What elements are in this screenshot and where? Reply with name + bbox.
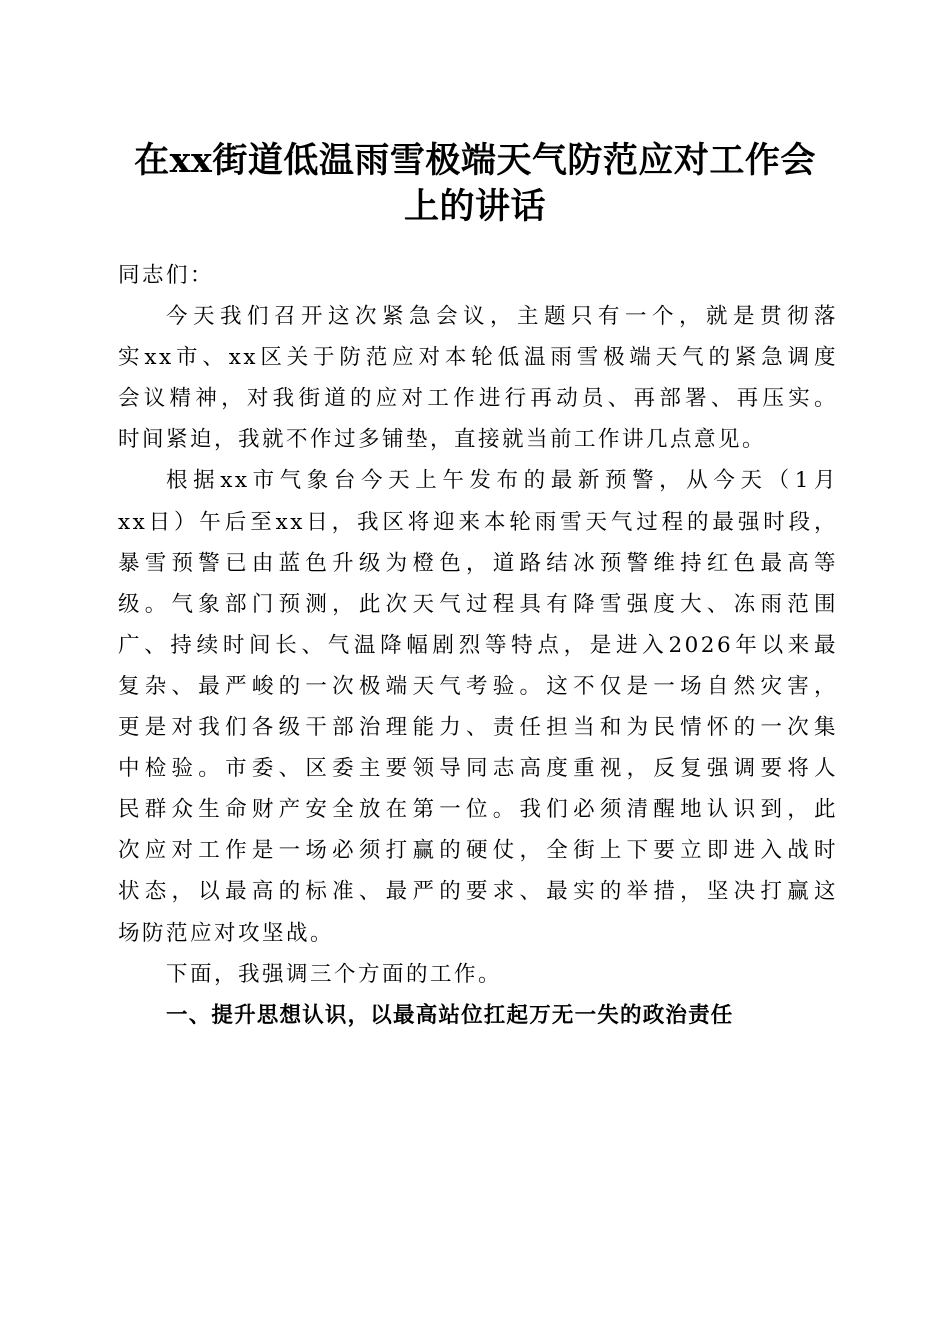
paragraph-line: 级。气象部门预测，此次天气过程具有降雪强度大、冻雨范围 bbox=[118, 591, 838, 617]
paragraph-1 bbox=[118, 296, 838, 460]
title-line-1: 在xx街道低温雨雪极端天气防范应对工作会 bbox=[134, 140, 816, 181]
paragraph-line: 复杂、最严峻的一次极端天气考验。这不仅是一场自然灾害， bbox=[118, 673, 838, 699]
paragraph-line: xx日）午后至xx日，我区将迎来本轮雨雪天气过程的最强时段， bbox=[118, 509, 838, 535]
title-line-2: 上的讲话 bbox=[403, 186, 546, 227]
paragraph-line: 场防范应对攻坚战。 bbox=[118, 920, 335, 946]
paragraph-line: 下面，我强调三个方面的工作。 bbox=[166, 961, 503, 987]
document-title bbox=[100, 138, 850, 230]
section-heading-1: 一、提升思想认识，以最高站位扛起万无一失的政治责任 bbox=[166, 1002, 734, 1028]
paragraph-line: 根据xx市气象台今天上午发布的最新预警，从今天（1月 bbox=[166, 468, 838, 494]
speech-body bbox=[118, 255, 838, 1036]
paragraph-line: 中检验。市委、区委主要领导同志高度重视，反复强调要将人 bbox=[118, 756, 838, 782]
paragraph-line: 会议精神，对我街道的应对工作进行再动员、再部署、再压实。 bbox=[118, 386, 838, 412]
paragraph-line: 时间紧迫，我就不作过多铺垫，直接就当前工作讲几点意见。 bbox=[118, 427, 767, 453]
paragraph-3 bbox=[118, 954, 838, 995]
paragraph-2 bbox=[118, 460, 838, 953]
paragraph-line: 实xx市、xx区关于防范应对本轮低温雨雪极端天气的紧急调度 bbox=[118, 345, 838, 371]
salutation: 同志们： bbox=[118, 263, 215, 288]
paragraph-line: 状态，以最高的标准、最严的要求、最实的举措，坚决打赢这 bbox=[118, 879, 838, 905]
paragraph-line: 暴雪预警已由蓝色升级为橙色，道路结冰预警维持红色最高等 bbox=[118, 550, 838, 576]
paragraph-line: 次应对工作是一场必须打赢的硬仗，全街上下要立即进入战时 bbox=[118, 838, 838, 864]
paragraph-line: 广、持续时间长、气温降幅剧烈等特点，是进入2026年以来最 bbox=[118, 632, 838, 658]
paragraph-line: 今天我们召开这次紧急会议，主题只有一个，就是贯彻落 bbox=[166, 304, 838, 330]
paragraph-line: 民群众生命财产安全放在第一位。我们必须清醒地认识到，此 bbox=[118, 797, 838, 823]
paragraph-line: 更是对我们各级干部治理能力、责任担当和为民情怀的一次集 bbox=[118, 715, 838, 741]
